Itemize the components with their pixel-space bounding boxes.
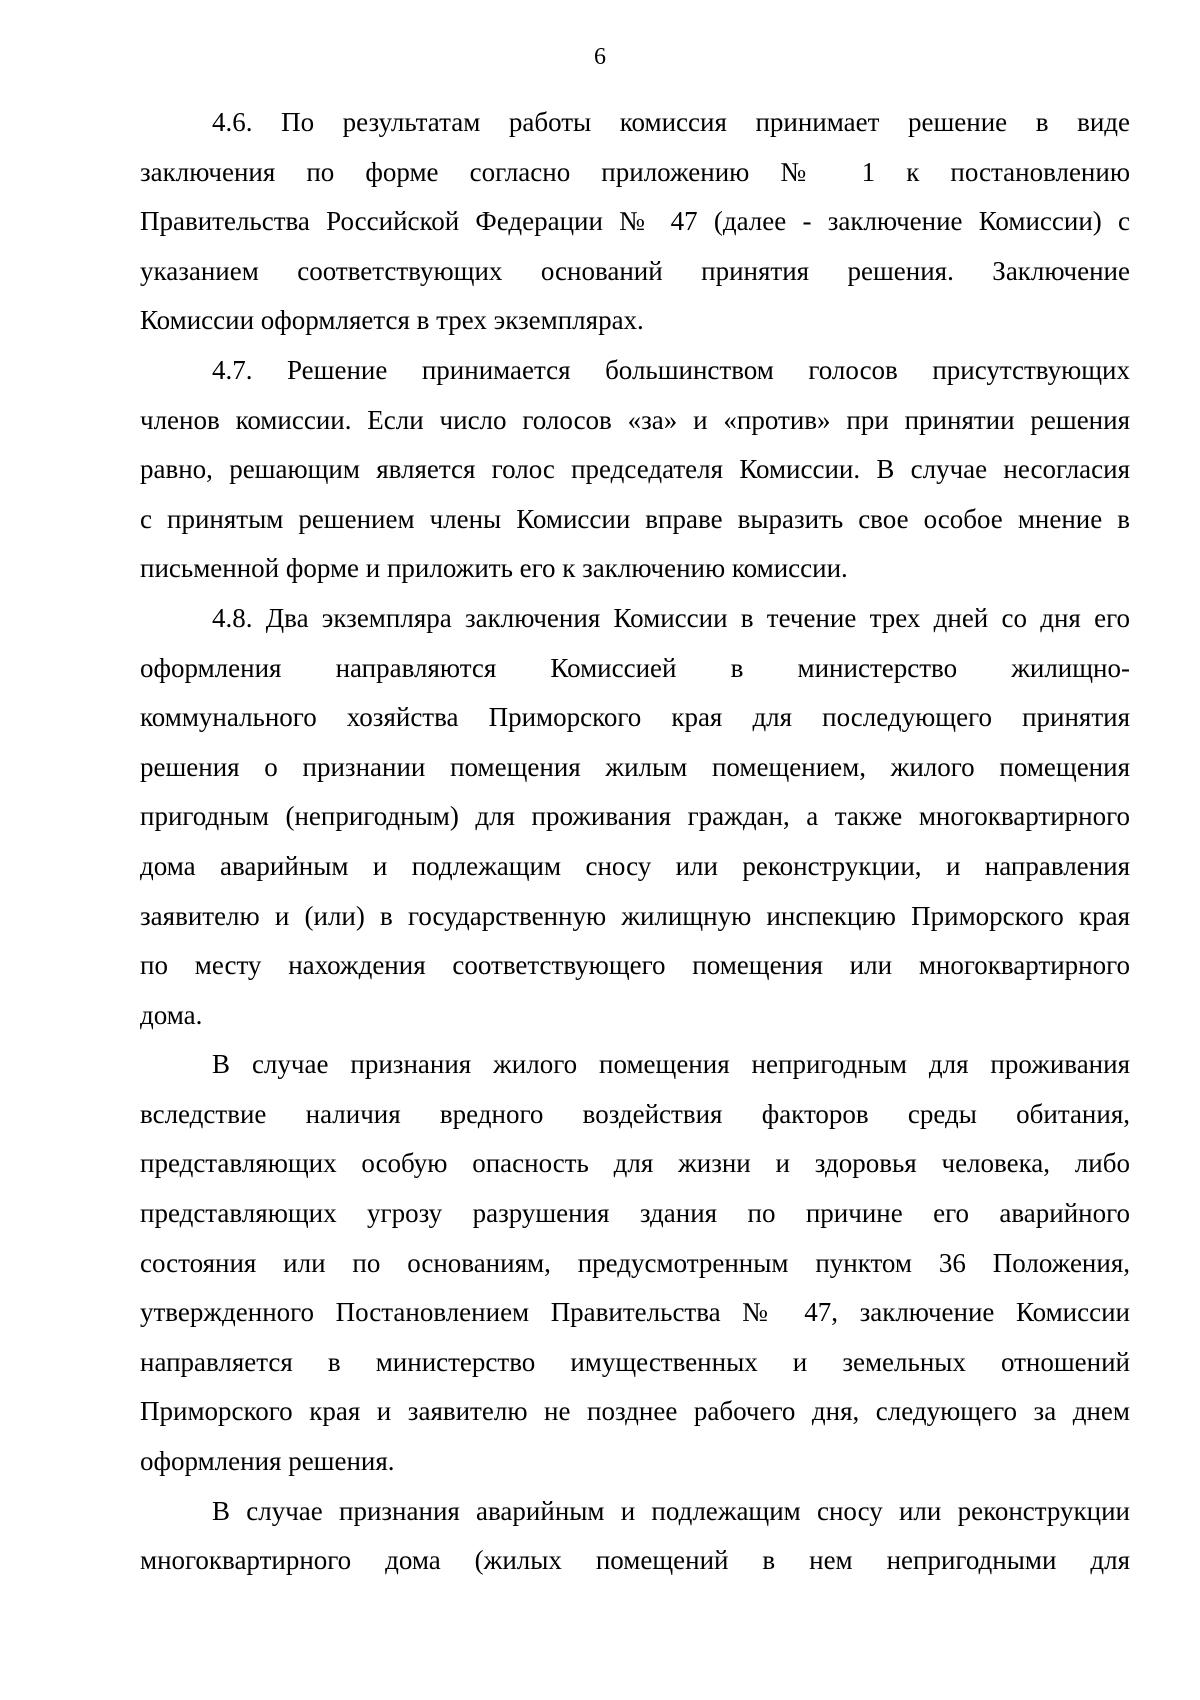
text-line: пригодным (непригодным) для проживания граждан, а также многоквартирного: [140, 801, 1130, 832]
text-line: по месту нахождения соответствующего помещения или многоквартирного: [140, 950, 1130, 981]
text-line: 4.7. Решение принимается большинством голосов присутствующих: [212, 354, 1130, 385]
page-number: 6: [594, 44, 606, 70]
text-line: оформления направляются Комиссией в министерство жилищно-: [140, 652, 1130, 683]
text-line: заключения по форме согласно приложению № 1 к постановлению: [140, 156, 1130, 187]
text-line: 4.6. По результатам работы комиссия принимает решение в виде: [212, 107, 1130, 137]
text-line: дома аварийным и подлежащим сносу или реконструкции, и направления: [140, 850, 1130, 881]
text-line: В случае признания аварийным и подлежащим сносу или реконструкции: [212, 1495, 1130, 1526]
text-line: 4.8. Два экземпляра заключения Комиссии в течение трех дней со дня его: [212, 602, 1130, 633]
text-line: Комиссии оформляется в трех экземплярах.: [140, 305, 644, 336]
text-line: членов комиссии. Если число голосов «за» и «против» при принятии решения: [140, 404, 1130, 435]
document-body: [140, 98, 1130, 1586]
text-line: решения о признании помещения жилым помещением, жилого помещения: [140, 751, 1130, 782]
paragraph-4-8: [140, 594, 1130, 1040]
paragraph-4-7: [140, 346, 1130, 594]
text-line: Приморского края и заявителю не позднее рабочего дня, следующего за днем: [140, 1396, 1130, 1427]
text-line: коммунального хозяйства Приморского края для последующего принятия: [140, 702, 1130, 733]
paragraph-4-6: [140, 98, 1130, 346]
text-line: с принятым решением члены Комиссии вправе выразить свое особое мнение в: [140, 503, 1130, 534]
text-line: оформления решения.: [140, 1446, 395, 1477]
text-line: В случае признания жилого помещения непригодным для проживания: [212, 1049, 1130, 1080]
paragraph-emergency-building: [140, 1487, 1130, 1586]
text-line: многоквартирного дома (жилых помещений в нем непригодными для: [140, 1545, 1130, 1576]
text-line: состояния или по основаниям, предусмотренным пунктом 36 Положения,: [140, 1247, 1130, 1278]
text-line: письменной форме и приложить его к заключению комиссии.: [140, 553, 848, 584]
text-line: заявителю и (или) в государственную жилищную инспекцию Приморского края: [140, 900, 1130, 931]
paragraph-unfit-dwelling: [140, 1040, 1130, 1486]
text-line: направляется в министерство имущественных и земельных отношений: [140, 1346, 1130, 1377]
text-line: Правительства Российской Федерации № 47 (далее - заключение Комиссии) с: [140, 206, 1130, 237]
text-line: представляющих особую опасность для жизни и здоровья человека, либо: [140, 1148, 1130, 1179]
text-line: утвержденного Постановлением Правительства № 47, заключение Комиссии: [140, 1297, 1130, 1328]
text-line: представляющих угрозу разрушения здания по причине его аварийного: [140, 1198, 1130, 1229]
text-line: вследствие наличия вредного воздействия факторов среды обитания,: [140, 1098, 1130, 1129]
text-line: равно, решающим является голос председателя Комиссии. В случае несогласия: [140, 454, 1130, 485]
text-line: дома.: [140, 999, 203, 1030]
text-line: указанием соответствующих оснований принятия решения. Заключение: [140, 255, 1130, 286]
